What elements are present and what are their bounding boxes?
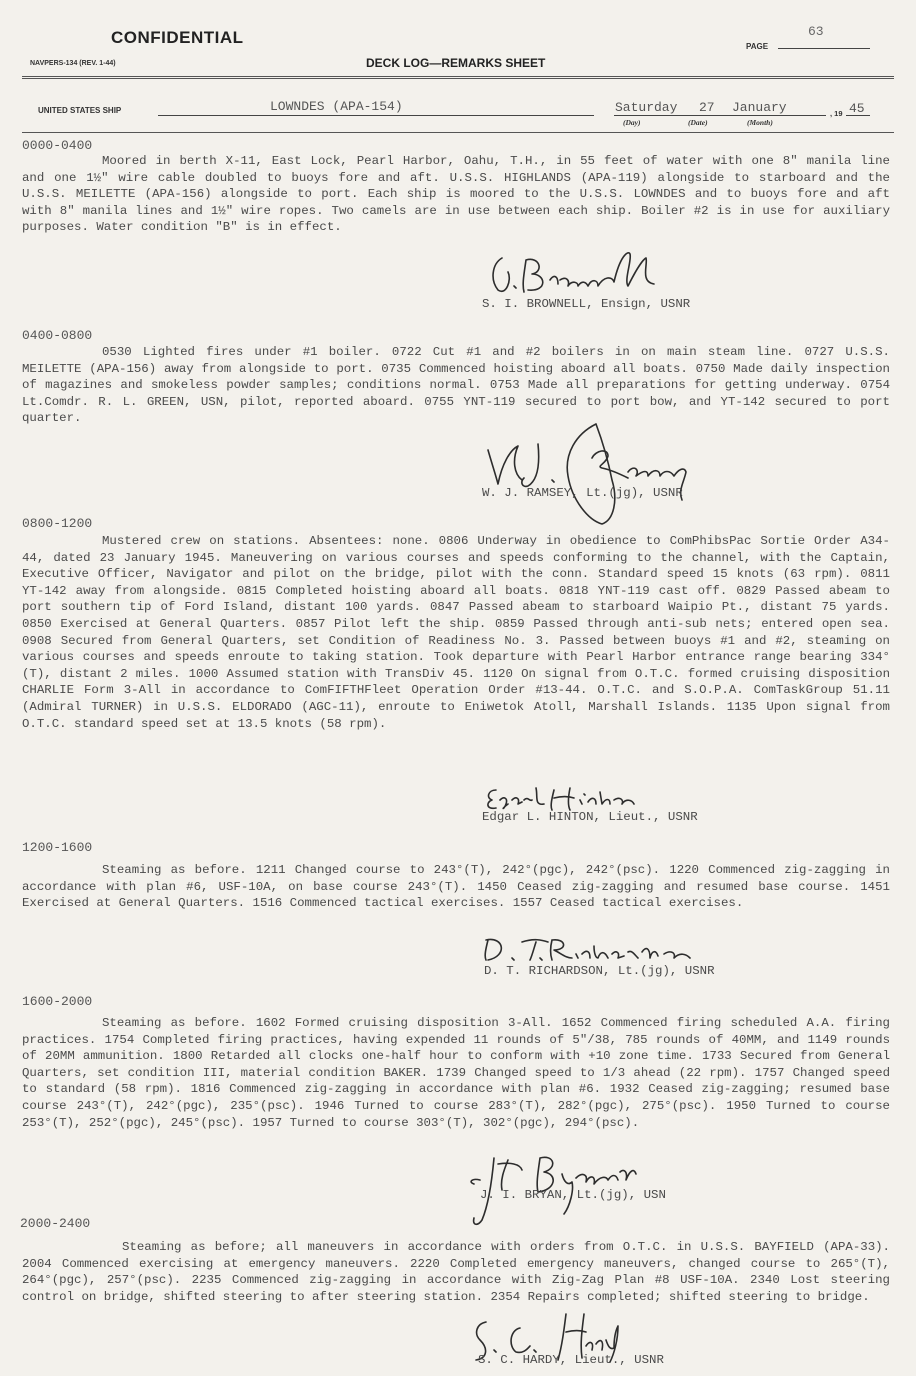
ship-name-line bbox=[158, 115, 594, 116]
watch-period-1200: 1200-1600 bbox=[22, 840, 93, 855]
signature-name-0400: W. J. RAMSEY, Lt.(jg), USNR bbox=[482, 486, 683, 500]
watch-period-1600: 1600-2000 bbox=[22, 994, 93, 1009]
signature-hinton bbox=[484, 782, 664, 812]
classification-label: CONFIDENTIAL bbox=[111, 28, 244, 47]
page-label: PAGE bbox=[746, 42, 769, 51]
watch-period-2000: 2000-2400 bbox=[20, 1216, 91, 1231]
year-prefix: , 19 bbox=[830, 109, 843, 118]
signature-ramsey bbox=[478, 420, 698, 530]
day-value: Saturday bbox=[615, 100, 678, 115]
year-value: 45 bbox=[849, 101, 865, 116]
watch-period-0400: 0400-0800 bbox=[22, 328, 93, 343]
watch-period-0000: 0000-0400 bbox=[22, 138, 93, 153]
watch-remarks-0000: Moored in berth X-11, East Lock, Pearl Harbor, Oahu, T.H., in 55 feet of water with one 8" manila line and one 1½" wire cable doubled to buoys fore and aft. U.S.S. HIGHLANDS (APA-119) alongside to starboard and the U.S.S. MEILETTE (APA-156) alongside to port. Each ship is moored to the U.S.S. LOWNDES and to buoys fore and aft with 8" manila lines and 1½" wire ropes. Two camels are in use between each ship. Boiler #2 is in use for auxiliary purposes. Water condition "B" is in effect. bbox=[22, 154, 890, 235]
month-value: January bbox=[732, 100, 787, 115]
date-caption: (Date) bbox=[688, 118, 708, 127]
day-caption: (Day) bbox=[623, 118, 641, 127]
month-caption: (Month) bbox=[747, 118, 773, 127]
watch-remarks-2000: Steaming as before; all maneuvers in accordance with orders from O.T.C. in U.S.S. BAYFIELD (APA-33). 2004 Commenced exercising at emergency maneuvers. 2220 Completed emergency maneuvers, changed course to 265°(T), 264°(pgc), 257°(psc). 2235 Commenced zig-zagging in accordance with Zig-Zag Plan #8 USF-10A. 2340 Lost steering control on bridge, shifted steering to after steering station. 2354 Repairs completed; shifted steering to bridge. bbox=[22, 1240, 890, 1304]
header-rule-bottom bbox=[22, 132, 894, 133]
watch-remarks-0400: 0530 Lighted fires under #1 boiler. 0722 Cut #1 and #2 boilers in on main steam line. 0727 U.S.S. MEILETTE (APA-156) away from alongside to port. 0735 Commenced hoisting aboard all boats. 0750 Made daily inspection of magazines and smokeless powder samples; conditions normal. 0753 Made all preparations for getting underway. 0754 Lt.Comdr. R. L. GREEN, USN, pilot, reported aboard. 0755 YNT-119 secured to port bow, and YT-142 secured to port quarter. bbox=[22, 345, 890, 426]
signature-name-1600: J. I. BRYAN, Lt.(jg), USN bbox=[480, 1188, 666, 1202]
ship-name: LOWNDES (APA-154) bbox=[270, 99, 403, 114]
signature-name-0000: S. I. BROWNELL, Ensign, USNR bbox=[482, 297, 691, 311]
signature-brownell bbox=[488, 250, 668, 298]
signature-name-2000: S. C. HARDY, Lieut., USNR bbox=[478, 1353, 664, 1367]
header-rule-top-double bbox=[22, 78, 894, 79]
signature-name-1200: D. T. RICHARDSON, Lt.(jg), USNR bbox=[484, 964, 715, 978]
watch-remarks-1600: Steaming as before. 1602 Formed cruising disposition 3-All. 1652 Commenced firing scheduled A.A. firing practices. 1754 Completed firing practices, having expended 11 rounds of 5"/38, 785 rounds of 40MM, and 1149 rounds of 20MM ammunition. 1800 Retarded all clocks one-half hour to conform with +10 zone time. 1733 Secured from General Quarters, set condition III, material condition BAKER. 1739 Changed speed to 1/3 ahead (22 rpm). 1757 Changed speed to standard (58 rpm). 1816 Commenced zig-zagging in accordance with plan #6. 1932 Ceased zig-zagging; resumed base course 243°(T), 242°(pgc), 235°(psc). 1946 Turned to course 283°(T), 282°(pgc), 275°(psc). 1950 Turned to course 253°(T), 252°(pgc), 245°(psc). 1957 Turned to course 303°(T), 302°(pgc), 294°(psc). bbox=[22, 1016, 890, 1130]
signature-richardson bbox=[480, 934, 710, 966]
date-line bbox=[614, 115, 826, 116]
watch-remarks-1200: Steaming as before. 1211 Changed course to 243°(T), 242°(pgc), 242°(psc). 1220 Commenced zig-zagging in accordance with plan #6, USF-10A, on base course 243°(T). 1450 Ceased zig-zagging and resumed base course. 1451 Exercised at General Quarters. 1516 Commenced tactical exercises. 1557 Ceased tactical exercises. bbox=[22, 863, 890, 911]
page-number-line bbox=[778, 48, 870, 49]
page-number: 63 bbox=[808, 24, 824, 39]
signature-name-0800: Edgar L. HINTON, Lieut., USNR bbox=[482, 810, 698, 824]
watch-remarks-0800: Mustered crew on stations. Absentees: none. 0806 Underway in obedience to ComPhibsPac Sortie Order A34-44, dated 23 January 1945. Maneuvering on various courses and speeds conforming to the channel, with the Captain, Executive Officer, Navigator and pilot on the bridge, pilot with the conn. Standard speed 15 knots (63 rpm). 0811 YT-142 away from alongside. 0815 Completed hoisting aboard all boats. 0818 YNT-119 cast off. 0829 Passed abeam to port southern tip of Ford Island, distant 100 yards. 0847 Passed abeam to starboard Waipio Pt., distant 75 yards. 0850 Exercised at General Quarters. 0857 Pilot left the ship. 0859 Passed through anti-sub nets; entered open sea. 0908 Secured from General Quarters, set Condition of Readiness No. 3. Passed between buoys #1 and #2, steaming on various courses and speeds enroute to taking station. Took departure with Pearl Harbor entrance range bearing 334°(T), distant 2 miles. 1000 Assumed station with TransDiv 45. 1120 On signal from O.T.C. formed cruising disposition CHARLIE Form 3-All in accordance to ComFIFTHFleet Operation Order #13-44. O.T.C. and S.O.P.A. ComTaskGroup 51.11 (Admiral TURNER) in U.S.S. ELDORADO (AGC-11), enroute to Eniwetok Atoll, Marshall Islands. 1135 Upon signal from O.T.C. standard speed set at 13.5 knots (58 rpm). bbox=[22, 534, 890, 731]
date-value: 27 bbox=[699, 100, 715, 115]
form-number: NAVPERS-134 (REV. 1-44) bbox=[30, 60, 116, 67]
header-rule-top bbox=[22, 76, 894, 77]
watch-period-0800: 0800-1200 bbox=[22, 516, 93, 531]
sheet-title: DECK LOG—REMARKS SHEET bbox=[366, 56, 546, 70]
ship-label: UNITED STATES SHIP bbox=[38, 106, 122, 115]
